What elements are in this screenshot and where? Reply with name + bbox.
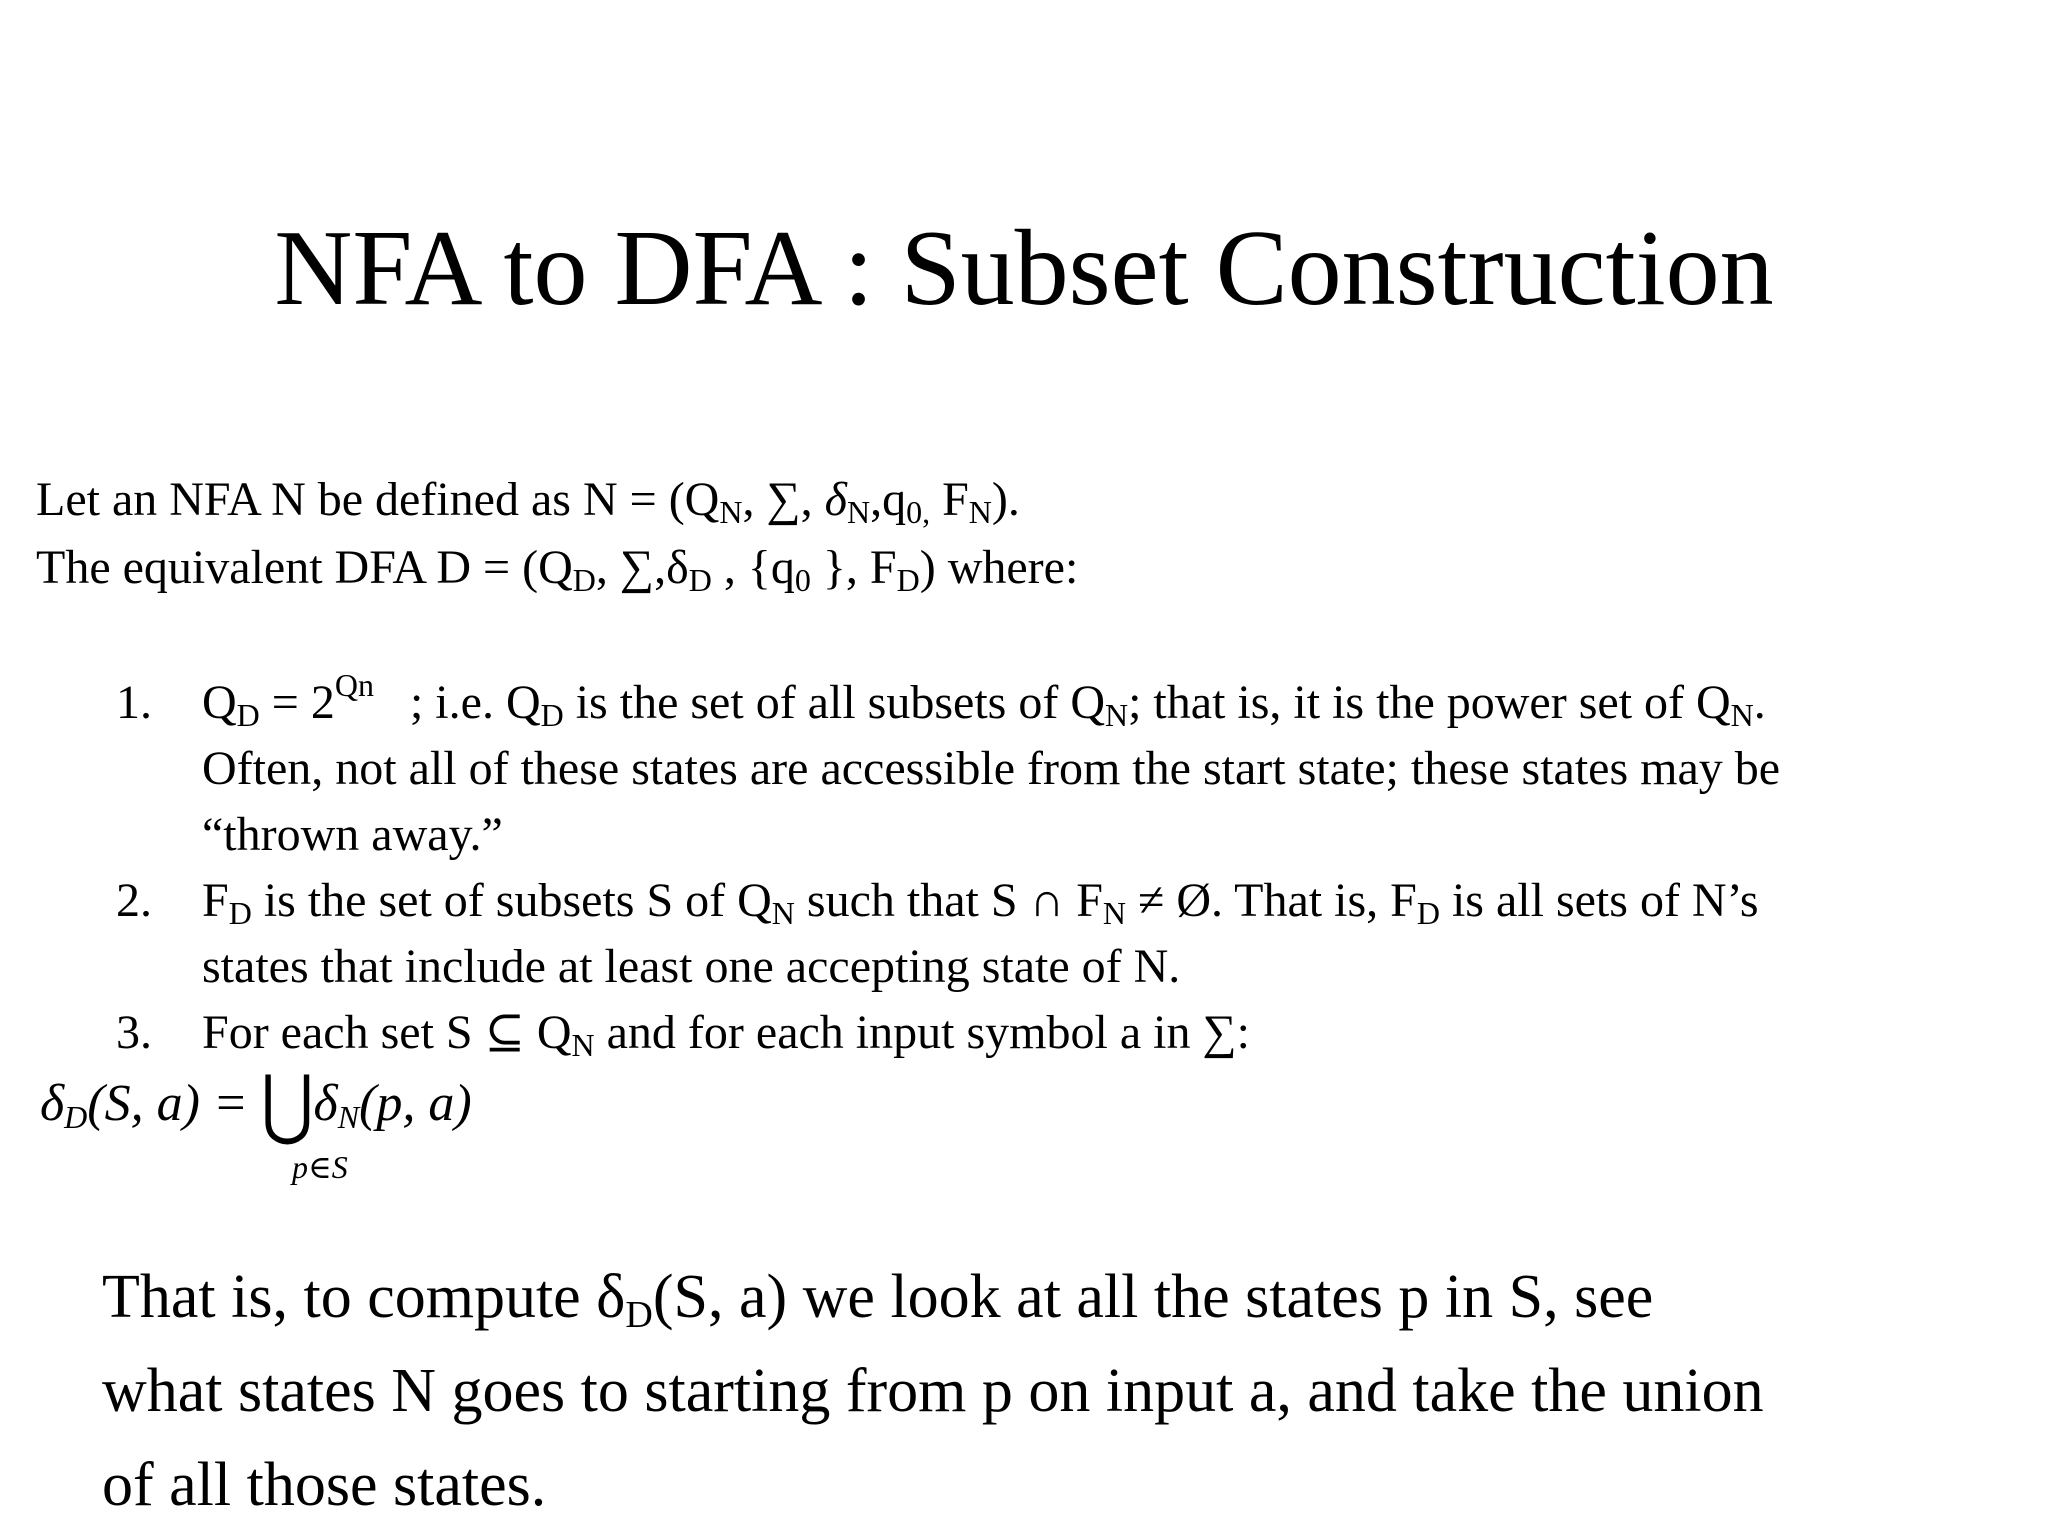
subscript: D (236, 697, 260, 733)
subscript: D (540, 697, 564, 733)
subscript: N (571, 1027, 595, 1063)
subscript: N (337, 1099, 360, 1135)
explanation-paragraph (102, 1250, 2002, 1532)
delta-symbol: δ (40, 1075, 65, 1132)
text: and for each input symbol a in ∑: (594, 1006, 1251, 1059)
subscript: N (846, 494, 871, 530)
slide-title: NFA to DFA : Subset Construction (274, 209, 1774, 328)
list-item (116, 868, 2036, 1000)
text: ) where: (919, 541, 1079, 594)
text: Q (202, 676, 237, 729)
list-number: 2. (116, 874, 152, 927)
text: F (930, 473, 969, 526)
text: . (1753, 676, 1766, 729)
list-number: 3. (116, 1006, 152, 1059)
subscript: D (228, 895, 252, 931)
text: , ∑,δ (595, 541, 689, 594)
list-number: 1. (116, 676, 152, 729)
list-item-line (202, 868, 2036, 934)
text: For each set S ⊆ Q (202, 1006, 572, 1059)
paragraph-line: what states N goes to starting from p on input a, and take the union (102, 1357, 1764, 1425)
paragraph-line (102, 1250, 2002, 1344)
list-item-line: Often, not all of these states are accessible from the start state; these states may be (202, 742, 1781, 795)
delta-symbol: δ (313, 1075, 338, 1132)
list-item-line (202, 1000, 2036, 1066)
definition-line-dfa (36, 541, 1079, 598)
subscript: D (688, 562, 712, 598)
definition-line-nfa (36, 473, 1020, 530)
text: is the set of subsets S of Q (251, 874, 772, 927)
text: ; that is, it is the power set of Q (1128, 676, 1731, 729)
text: , ∑, (742, 473, 825, 526)
text: = 2 (259, 676, 335, 729)
subscript: D (64, 1099, 88, 1135)
transition-formula (40, 1061, 472, 1147)
subscript: D (572, 562, 596, 598)
text: The equivalent DFA D = (Q (36, 541, 573, 594)
subscript: D (896, 562, 920, 598)
list-item-line (202, 667, 2036, 736)
text: is the set of all subsets of Q (563, 676, 1105, 729)
text: That is, to compute δ (102, 1263, 626, 1331)
text: }, F (810, 541, 897, 594)
formula-args: (S, a) = (87, 1075, 262, 1132)
list-item (116, 1000, 2036, 1066)
text: such that S ∩ F (794, 874, 1103, 927)
union-index: p∈S (292, 1149, 348, 1185)
text: (S, a) we look at all the states p in S, see (652, 1263, 1654, 1331)
paragraph-line: of all those states. (102, 1451, 547, 1519)
subscript: 0 (794, 562, 811, 598)
text: F (202, 874, 229, 927)
subscript: N (968, 494, 992, 530)
list-item-line: states that include at least one accepting state of N. (202, 940, 1181, 993)
subscript: N (1102, 895, 1127, 931)
text: ; i.e. Q (373, 676, 541, 729)
subscript: D (1416, 895, 1440, 931)
subscript: N (1730, 697, 1754, 733)
text: Let an NFA N be defined as N = (Q (36, 473, 720, 526)
delta-symbol: δ (824, 473, 847, 526)
text: ). (991, 473, 1020, 526)
formula-args: (p, a) (359, 1075, 472, 1132)
subscript: D (625, 1294, 653, 1336)
list-item-line: “thrown away.” (202, 808, 503, 861)
union-symbol: ⋃ (261, 1061, 314, 1147)
text: is all sets of N’s (1439, 874, 1759, 927)
text: ,q (870, 473, 907, 526)
list-item (116, 667, 2036, 868)
subscript: N (719, 494, 743, 530)
construction-steps-list (116, 667, 2036, 1066)
subscript: N (771, 895, 795, 931)
subscript: 0, (906, 494, 931, 530)
text: ≠ Ø. That is, F (1126, 874, 1417, 927)
subscript: N (1104, 697, 1129, 733)
superscript: Qn (334, 667, 374, 703)
text: , {q (711, 541, 795, 594)
